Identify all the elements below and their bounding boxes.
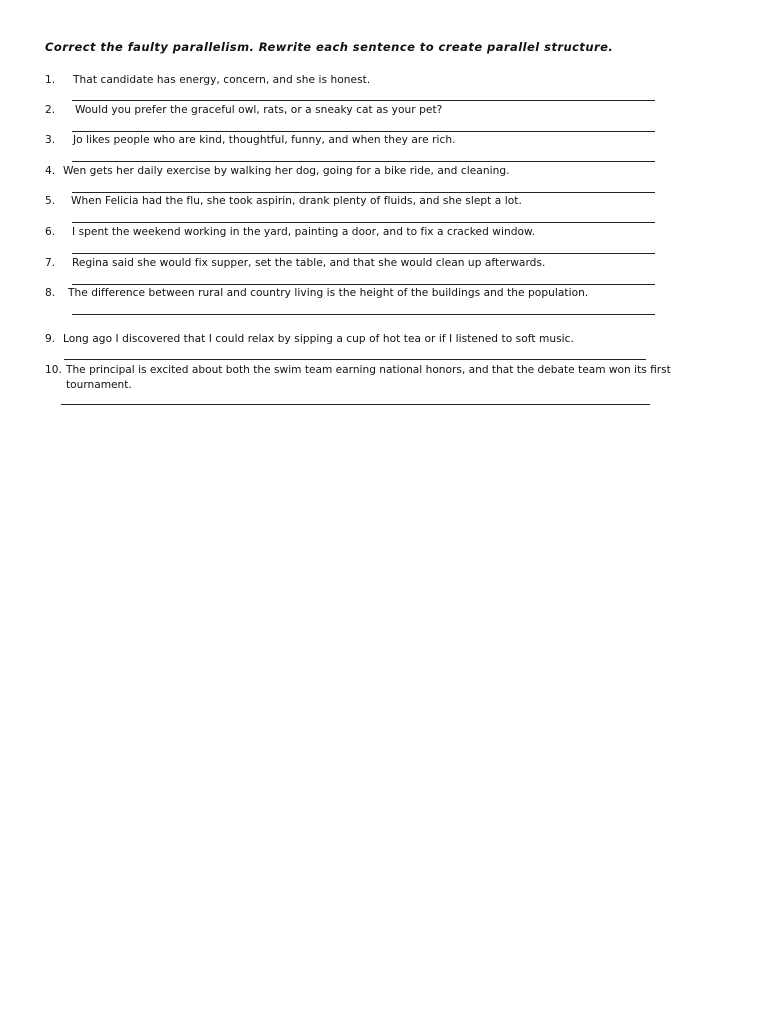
worksheet-item-6 (45, 226, 535, 238)
answer-line-1[interactable] (72, 100, 655, 101)
item-text: The principal is excited about both the swim team earning national honors, and that the debate team won its first tournament. (66, 364, 671, 391)
item-number: 10. (45, 364, 62, 376)
item-number: 1. (45, 74, 56, 86)
item-text: Regina said she would fix supper, set the table, and that she would clean up afterwards. (72, 257, 546, 269)
item-number: 8. (45, 287, 56, 299)
worksheet-item-10 (45, 363, 707, 395)
worksheet-item-1 (45, 74, 370, 86)
worksheet-item-3 (45, 134, 456, 146)
answer-line-4[interactable] (72, 192, 655, 193)
item-number: 6. (45, 226, 56, 238)
answer-line-8[interactable] (72, 314, 655, 315)
item-number: 9. (45, 333, 56, 345)
answer-line-3[interactable] (72, 161, 655, 162)
answer-line-9[interactable] (64, 359, 646, 360)
item-number: 4. (45, 165, 56, 177)
item-number: 7. (45, 257, 56, 269)
worksheet-item-2 (45, 104, 442, 116)
answer-line-7[interactable] (72, 284, 655, 285)
worksheet-item-4 (45, 165, 510, 177)
item-text: Jo likes people who are kind, thoughtful, funny, and when they are rich. (73, 134, 456, 146)
worksheet-item-5 (45, 195, 522, 207)
answer-line-10[interactable] (61, 404, 650, 405)
worksheet-item-7 (45, 257, 545, 269)
item-number: 3. (45, 134, 56, 146)
item-text: When Felicia had the flu, she took aspirin, drank plenty of fluids, and she slept a lot. (71, 195, 522, 207)
item-text: Wen gets her daily exercise by walking her dog, going for a bike ride, and cleaning. (63, 165, 510, 177)
item-text: That candidate has energy, concern, and she is honest. (73, 74, 371, 86)
item-text: The difference between rural and country living is the height of the buildings and the population. (68, 287, 589, 299)
worksheet-item-8 (45, 287, 588, 299)
answer-line-6[interactable] (72, 253, 655, 254)
worksheet-item-9 (45, 333, 574, 345)
answer-line-2[interactable] (72, 131, 655, 132)
item-text: I spent the weekend working in the yard, painting a door, and to fix a cracked window. (72, 226, 536, 238)
item-number: 2. (45, 104, 56, 116)
item-number: 5. (45, 195, 56, 207)
worksheet-instructions: Correct the faulty parallelism. Rewrite each sentence to create parallel structure. (45, 40, 614, 54)
item-text: Would you prefer the graceful owl, rats, or a sneaky cat as your pet? (75, 104, 443, 116)
item-text: Long ago I discovered that I could relax by sipping a cup of hot tea or if I listened to soft music. (63, 333, 574, 345)
answer-line-5[interactable] (72, 222, 655, 223)
